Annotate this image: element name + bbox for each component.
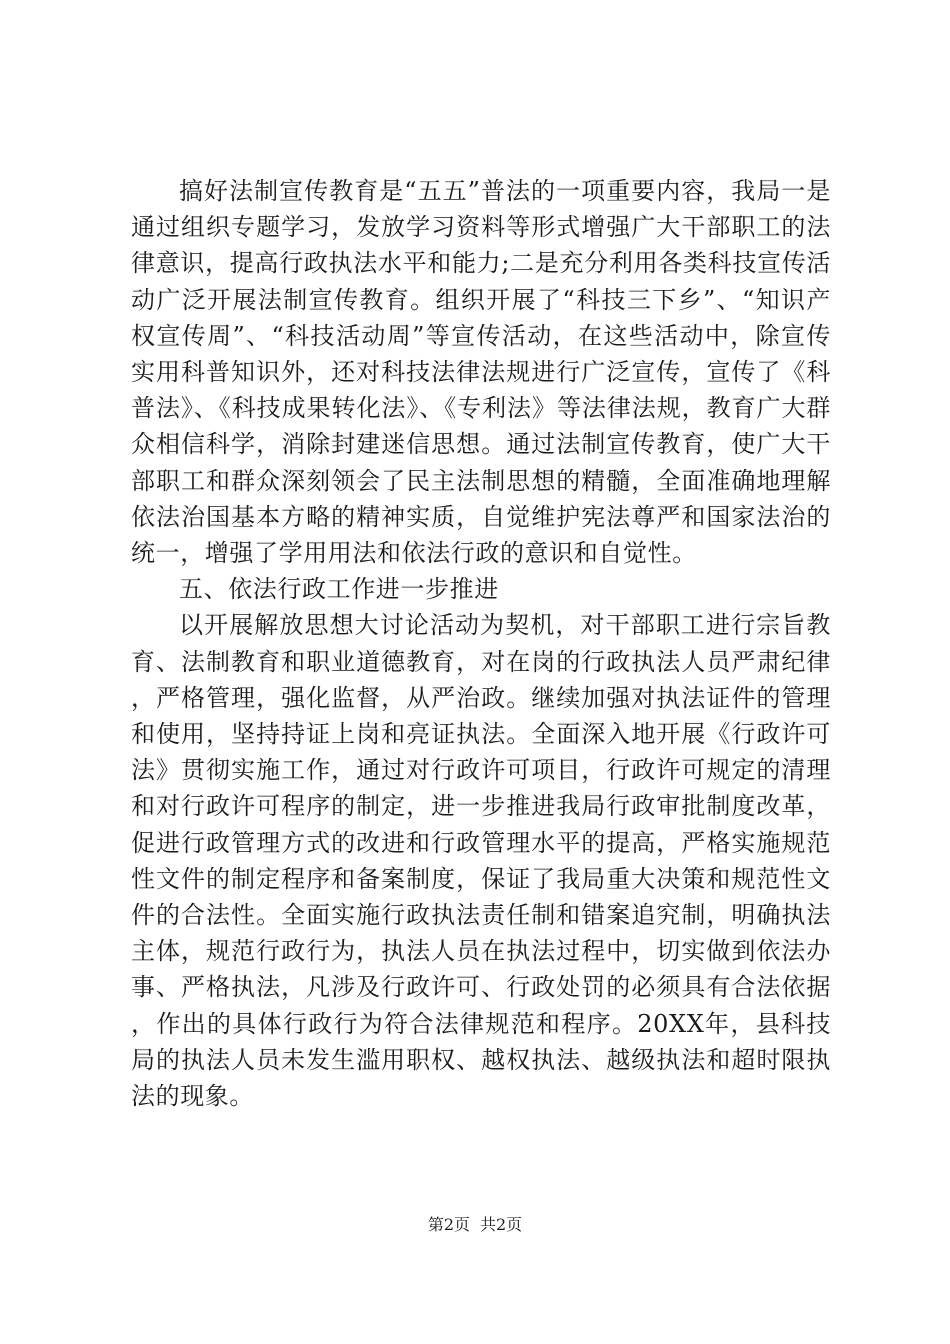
page-total: 共2页 — [480, 1215, 523, 1234]
paragraph-administration-by-law: 以开展解放思想大讨论活动为契机，对干部职工进行宗旨教育、法制教育和职业道德教育，对在岗的行政执法人员严肃纪律，严格管理，强化监督，从严治政。继续加强对执法证件的管理和使用，坚持持证上岗和亮证执法。全面深入地开展《行政许可法》贯彻实施工作，通过对行政许可项目，行政许可规定的清理和对行政许可程序的制定，进一步推进我局行政审批制度改革，促进行政管理方式的改进和行政管理水平的提高，严格实施规范性文件的制定程序和备案制度，保证了我局重大决策和规范性文件的合法性。全面实施行政执法责任制和错案追究制，明确执法主体，规范行政行为，执法人员在执法过程中，切实做到依法办事、严格执法，凡涉及行政许可、行政处罚的必须具有合法依据，作出的具体行政行为符合法律规范和程序。20XX年，县科技局的执法人员未发生滥用职权、越权执法、越级执法和超时限执法的现象。 — [131, 611, 831, 1111]
section-heading-administration: 五、依法行政工作进一步推进 — [179, 575, 499, 604]
page-number: 第2页 — [427, 1215, 470, 1234]
paragraph-legal-education: 搞好法制宣传教育是“五五”普法的一项重要内容，我局一是通过组织专题学习，发放学习资料等形式增强广大干部职工的法律意识，提高行政执法水平和能力;二是充分利用各类科技宣传活动广泛开展法制宣传教育。组织开展了“科技三下乡”、“知识产权宣传周”、“科技活动周”等宣传活动，在这些活动中，除宣传实用科普知识外，还对科技法律法规进行广泛宣传，宣传了《科普法》、《科技成果转化法》、《专利法》等法律法规，教育广大群众相信科学，消除封建迷信思想。通过法制宣传教育，使广大干部职工和群众深刻领会了民主法制思想的精髓，全面准确地理解依法治国基本方略的精神实质，自觉维护宪法尊严和国家法治的统一，增强了学用用法和依法行政的意识和自觉性。 — [131, 177, 831, 568]
page-footer — [0, 1215, 950, 1235]
document-body — [131, 173, 831, 1114]
